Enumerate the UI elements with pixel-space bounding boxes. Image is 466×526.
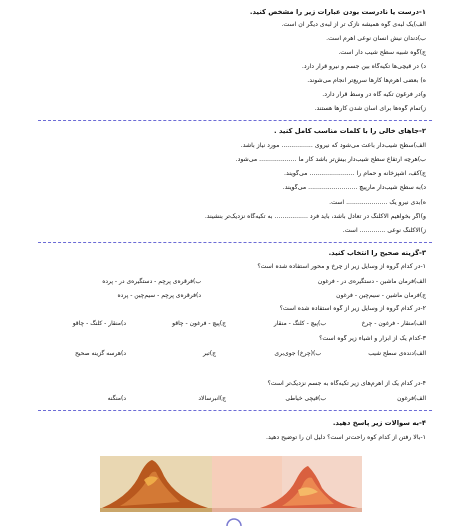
s3-q3: ۳-کدام یک از ابزار و اشیاء زیر گوه است؟ bbox=[319, 335, 426, 342]
option-c[interactable]: ج)پیچ - فرغون - چاقو bbox=[172, 320, 226, 327]
s2-item: ج)کف، آشپزخانه و حمام را ....................... می‌گویند. bbox=[284, 170, 426, 177]
option-a[interactable]: الف)فرمان ماشین - دستگیره‌ی در - فرغون bbox=[317, 278, 426, 285]
s1-item: ز)تمام گوه‌ها برای آسان شدن کارها هستند. bbox=[314, 105, 426, 112]
section-4-heading: ۴-به سوالات زیر پاسخ دهید. bbox=[332, 419, 426, 427]
s2-item: و)اگر بخواهیم الاکلنگ در تعادل باشد، باید فرد ................. به تکیه‌گاه نزدیک‌تر بنشیند. bbox=[204, 213, 426, 220]
s4-item: ۱-بالا رفتن از کدام کوه راحت‌تر است؟ دلیل آن را توضیح دهید. bbox=[266, 434, 426, 441]
s3-q2: ۲-در کدام گروه از وسایل زیر از گوه استفاده شده است؟ bbox=[279, 305, 426, 312]
option-b[interactable]: ب)فرقره‌ی پرچم - دستگیره‌ی در - پرده bbox=[102, 278, 201, 285]
s1-item: ه) بعضی اهرم‌ها کارها سریع‌تر انجام می‌شوند. bbox=[307, 77, 426, 84]
option-a[interactable]: الف)منقار - فرغون - چرخ bbox=[361, 320, 426, 327]
option-d[interactable]: د)منقار - کلنگ - چاقو bbox=[72, 320, 126, 327]
option-a[interactable]: الف)فرغون bbox=[397, 395, 426, 402]
page-number-circle bbox=[226, 518, 242, 526]
s3-q3-options bbox=[34, 350, 426, 359]
s1-item: و)در فرغون تکیه گاه در وسط قرار دارد. bbox=[322, 91, 426, 98]
s1-item: د) در قیچی‌ها تکیه‌گاه بین جسم و نیرو قرار دارد. bbox=[301, 63, 426, 70]
section-divider bbox=[38, 242, 432, 243]
option-c[interactable]: ج)انبرسالاد bbox=[198, 395, 226, 402]
s2-item: د)به سطح شیب‌دار مارپیچ ......................... می‌گویند. bbox=[282, 184, 426, 191]
section-1-heading: ۱-درست یا نادرست بودن عبارات زیر را مشخص کنید. bbox=[249, 8, 426, 16]
s2-item: ز)الاکلنگ نوعی ............. است. bbox=[342, 227, 426, 234]
option-b[interactable]: ب)(چرخ) جوی‌بری bbox=[274, 350, 321, 357]
option-c[interactable]: ج)تبر bbox=[202, 350, 216, 357]
option-b[interactable]: ب)قیچی خیاطی bbox=[285, 395, 326, 402]
option-d[interactable]: د)منگنه bbox=[107, 395, 126, 402]
s1-item: ج)گوه شبیه سطح شیب دار است. bbox=[338, 49, 426, 56]
section-divider bbox=[38, 120, 432, 121]
s3-q2-options bbox=[34, 320, 426, 329]
s2-item: الف)سطح شیب‌دار باعث می‌شود که نیروی ................ مورد نیاز باشد. bbox=[240, 142, 426, 149]
option-a[interactable]: الف)دنده‌ی سطح شیب bbox=[368, 350, 426, 357]
s3-q4: ۴-در کدام یک از اهرم‌های زیر تکیه‌گاه به جسم نزدیک‌تر است؟ bbox=[267, 380, 426, 387]
option-c[interactable]: ج)فرمان ماشین - سیم‌چین - فرغون bbox=[336, 292, 426, 299]
section-2-heading: ۲-جاهای خالی را با کلمات مناسب کامل کنید . bbox=[274, 127, 426, 135]
s2-item: ه)بدی نیرو یک ..................... است. bbox=[329, 199, 426, 206]
s3-q1-options-row1 bbox=[34, 278, 426, 287]
section-divider bbox=[38, 410, 432, 411]
option-d[interactable]: د)فرقره‌ی پرچم - سیم‌چین - پرده bbox=[117, 292, 201, 299]
gentle-mountain-image bbox=[212, 456, 362, 512]
s1-item: ب)دندان نیش انسان نوعی اهرم است. bbox=[326, 35, 426, 42]
option-d[interactable]: د)هرسه گزینه صحیح bbox=[74, 350, 126, 357]
option-b[interactable]: ب)پیچ - کلنگ - منقار bbox=[273, 320, 326, 327]
s3-q1: ۱-در کدام گروه از وسایل زیر از چرخ و محور استفاده شده است؟ bbox=[257, 263, 426, 270]
s3-q1-options-row2 bbox=[34, 292, 426, 301]
steep-mountain-image bbox=[100, 456, 212, 512]
s1-item: الف)یک لبه‌ی گوه همیشه نازک تر از لبه‌ی دیگر آن است. bbox=[281, 21, 426, 28]
s3-q4-options bbox=[34, 395, 426, 404]
s2-item: ب)هرچه ارتفاع سطح شیب‌دار بیش‌تر باشد کار ما ................... می‌شود. bbox=[235, 156, 426, 163]
section-3-heading: ۳-گزینه صحیح را انتخاب کنید. bbox=[328, 249, 426, 257]
